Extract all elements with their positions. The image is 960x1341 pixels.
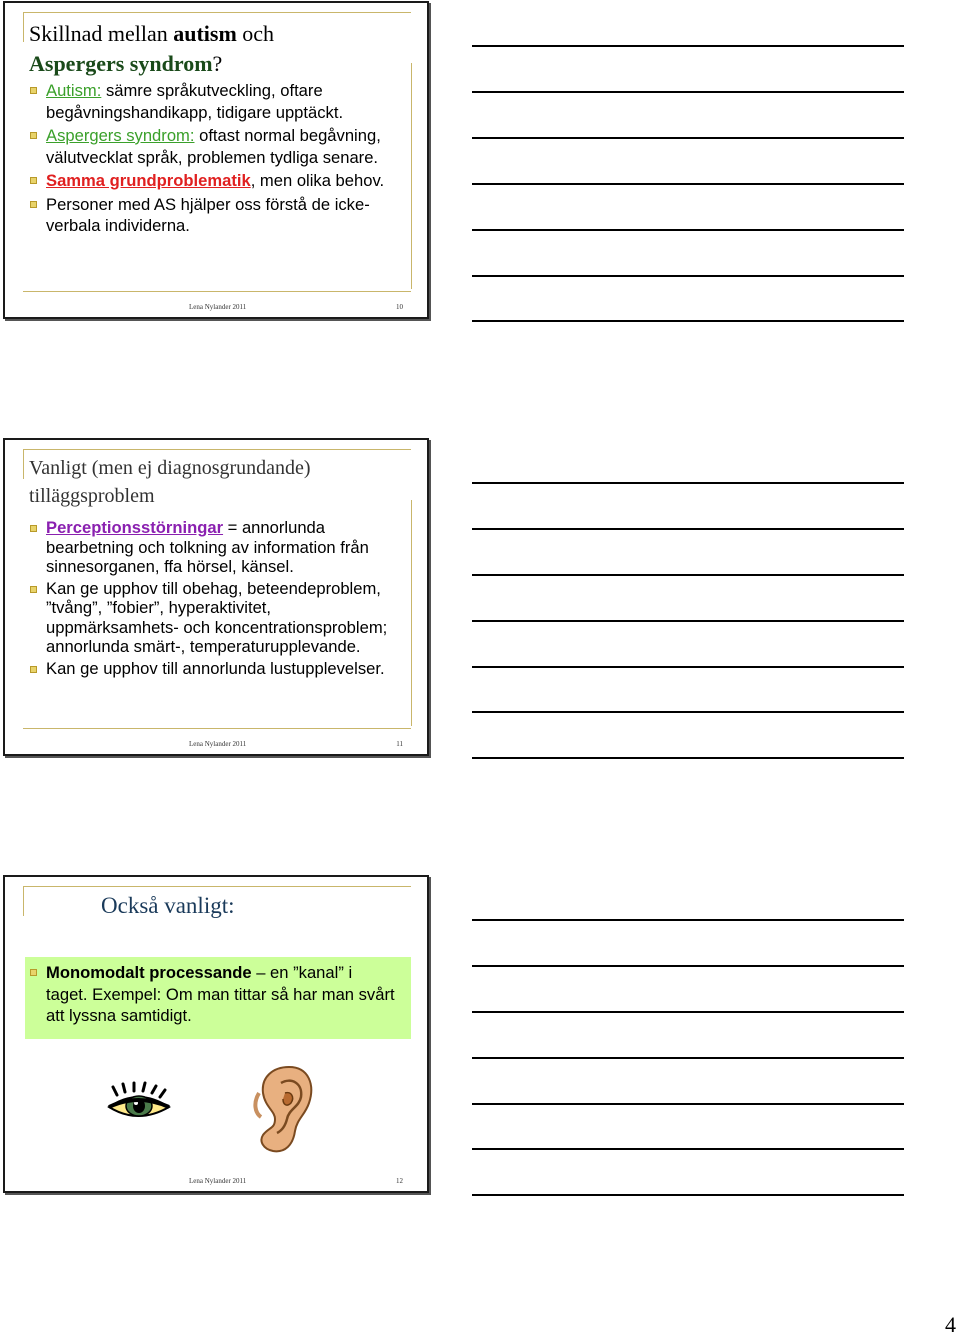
list-item: Samma grundproblematik, men olika behov. xyxy=(27,170,397,192)
link-samma-grundproblematik[interactable]: Samma grundproblematik xyxy=(46,171,251,190)
slide-title: Vanligt (men ej diagnosgrundande) tilläggsproblem xyxy=(29,457,311,507)
footer-author: Lena Nylander 2011 xyxy=(189,740,247,748)
list-item: Kan ge upphov till obehag, beteendeproblem, ”tvång”, ”fobier”, hyperaktivitet, uppmärksamhets- och koncentrationsproblem; annorlunda smärt-, temperaturupplevande. xyxy=(27,579,397,657)
footer-author: Lena Nylander 2011 xyxy=(189,303,247,311)
list-item: Monomodalt processande – en ”kanal” i taget. Exempel: Om man tittar så har man svårt att lyssna samtidigt. xyxy=(27,962,397,1027)
list-item: Autism: sämre språkutveckling, oftare begåvningshandikapp, tidigare upptäckt. xyxy=(27,80,397,123)
page-number: 4 xyxy=(945,1312,956,1337)
slide-title: Också vanligt: xyxy=(101,893,235,918)
link-aspergers[interactable]: Aspergers syndrom: xyxy=(46,126,195,145)
eye-icon xyxy=(103,1081,173,1127)
bullet-list xyxy=(27,80,397,239)
list-item: Kan ge upphov till annorlunda lustupplevelser. xyxy=(27,659,397,679)
bullet-list xyxy=(27,962,397,1029)
bullet-icon xyxy=(30,87,37,94)
slide-11 xyxy=(3,438,429,756)
slide-title: Skillnad mellan autism och Aspergers syndrom? xyxy=(29,21,275,76)
footer-page-number: 11 xyxy=(396,740,403,748)
list-item: Personer med AS hjälper oss förstå de icke-verbala individerna. xyxy=(27,194,397,237)
bullet-icon xyxy=(30,666,37,673)
bullet-icon xyxy=(30,177,37,184)
footer-author: Lena Nylander 2011 xyxy=(189,1177,247,1185)
ear-icon xyxy=(251,1063,317,1157)
bullet-icon xyxy=(30,969,37,976)
footer-page-number: 12 xyxy=(396,1177,403,1185)
bullet-icon xyxy=(30,201,37,208)
footer-page-number: 10 xyxy=(396,303,403,311)
bullet-list xyxy=(27,518,397,680)
list-item: Aspergers syndrom: oftast normal begåvning, välutvecklat språk, problemen tydliga senare. xyxy=(27,125,397,168)
bullet-icon xyxy=(30,586,37,593)
slide-10 xyxy=(3,1,429,319)
slide-12 xyxy=(3,875,429,1193)
link-autism[interactable]: Autism: xyxy=(46,81,102,100)
bullet-icon xyxy=(30,525,37,532)
link-perceptionsstorningar[interactable]: Perceptionsstörningar xyxy=(46,518,224,537)
bullet-icon xyxy=(30,132,37,139)
list-item: Perceptionsstörningar = annorlunda bearbetning och tolkning av information från sinnesorganen, ffa hörsel, känsel. xyxy=(27,518,397,577)
